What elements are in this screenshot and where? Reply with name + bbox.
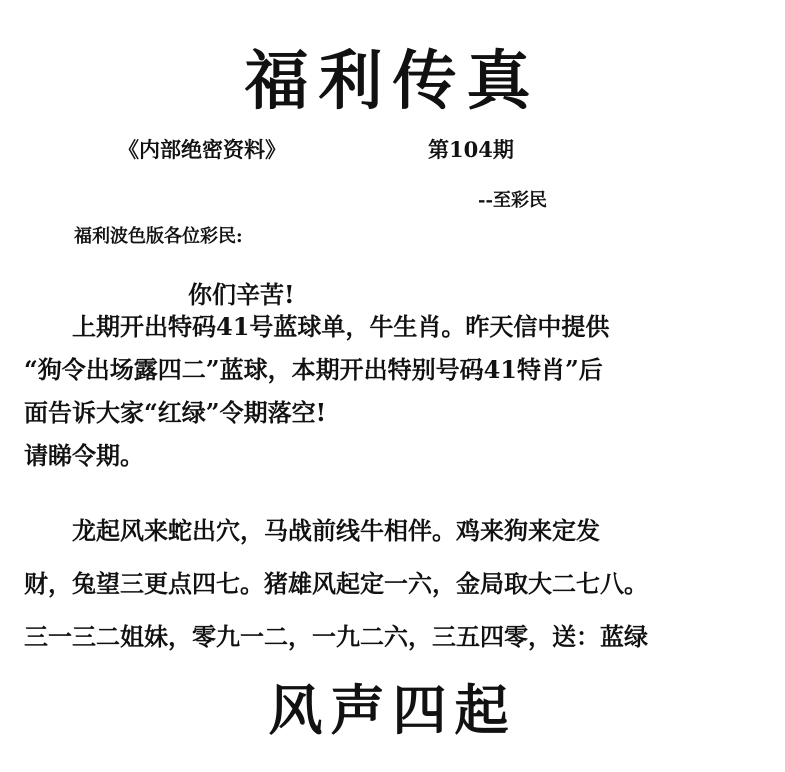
paragraph-1-line: 面告诉大家“红绿”令期落空! [24, 398, 327, 427]
issue-number: 第104期 [428, 137, 514, 162]
paragraph-1 [24, 305, 609, 477]
paragraph-2-line: 财，兔望三更点四七。猪雄风起定一六，金局取大二七八。 [24, 569, 648, 598]
paragraph-1-line: 上期开出特码41号蓝球单，牛生肖。昨天信中提供 [24, 312, 610, 341]
paragraph-2-line: 三一三二姐妹，零九一二，一九二六，三五四零，送：蓝绿 [24, 622, 648, 651]
paragraph-1-line: 请睇令期。 [24, 441, 144, 470]
document-subtitle: 《内部绝密资料》 [118, 137, 286, 162]
paragraph-2-line: 龙起风来蛇出穴，马战前线牛相伴。鸡来狗来定发 [24, 516, 600, 545]
paragraph-1-line: “狗令出场露四二”蓝球，本期开出特别号码41特肖”后 [24, 355, 603, 384]
greeting: 福利波色版各位彩民: [74, 226, 243, 247]
paragraph-2 [24, 504, 648, 663]
salutation: 你们辛苦! [188, 280, 295, 309]
footer-slogan: 风声四起 [268, 678, 517, 742]
page-title: 福利传真 [244, 44, 541, 119]
recipient-line: --至彩民 [478, 190, 547, 211]
